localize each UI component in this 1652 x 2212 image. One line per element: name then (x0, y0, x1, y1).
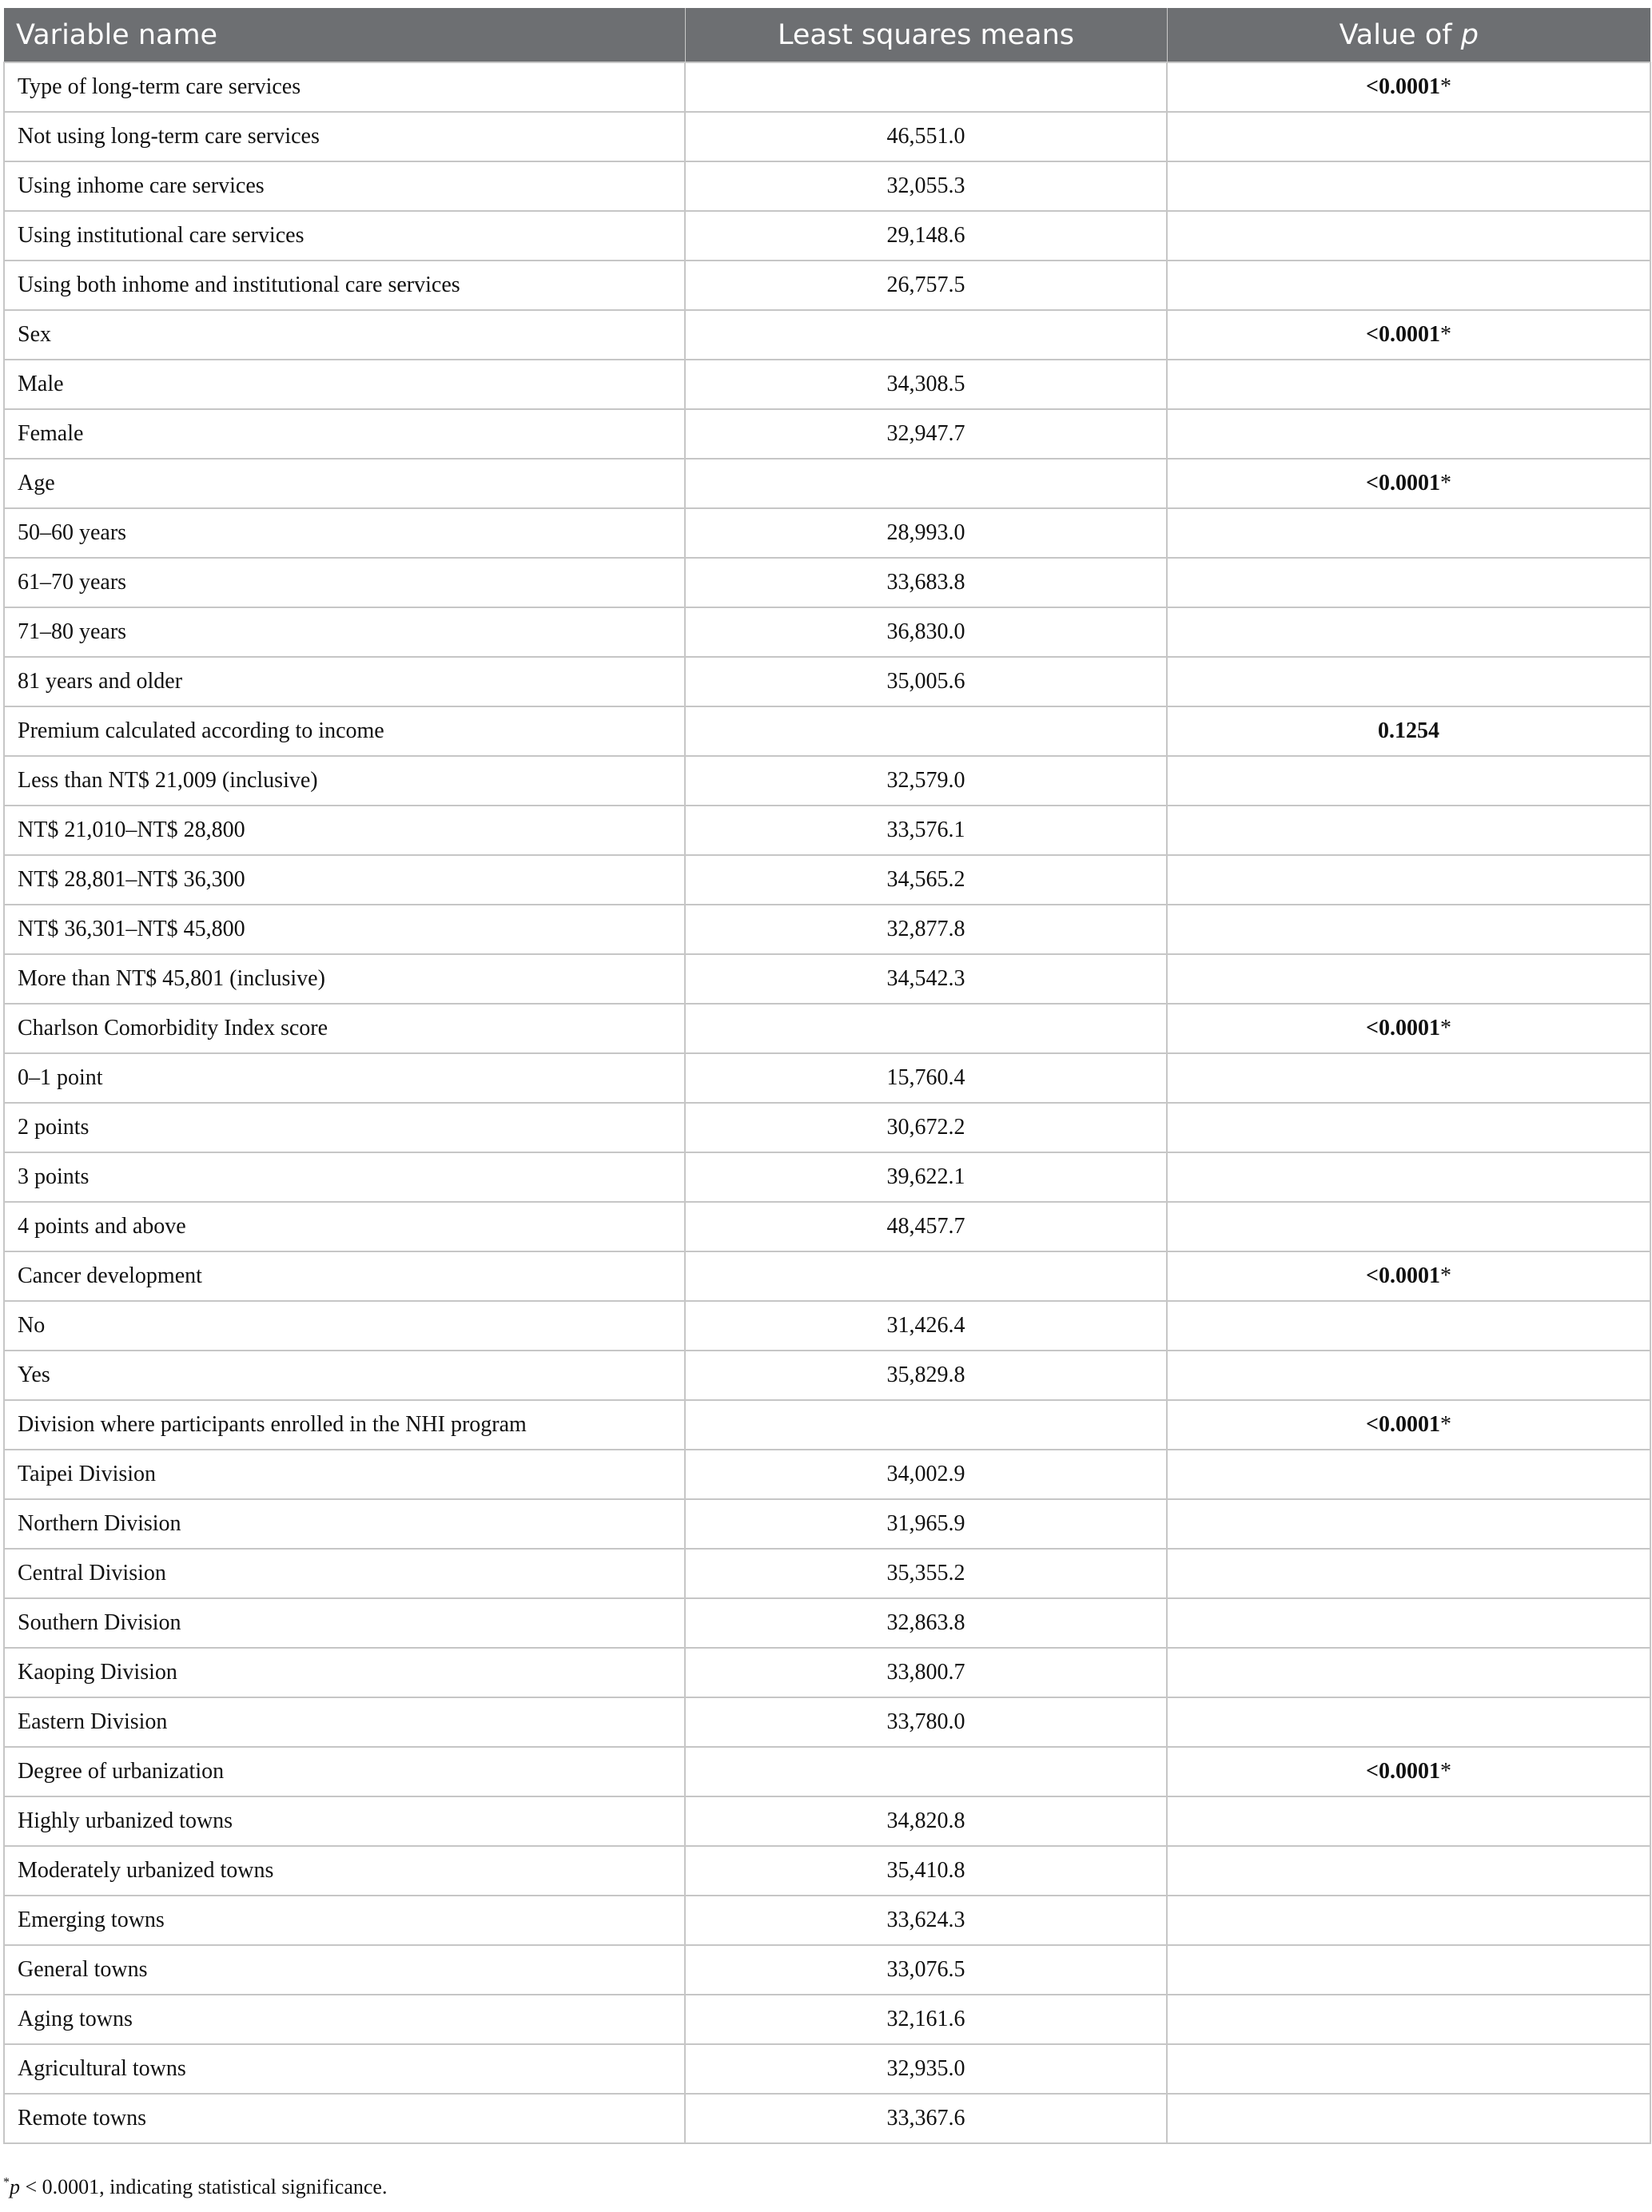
table-row (4, 1251, 1650, 1301)
footnote-symbol: p (10, 2175, 20, 2198)
p-value-cell (1167, 1251, 1650, 1301)
table-row (4, 1202, 1650, 1251)
table-row (4, 954, 1650, 1004)
variable-name-cell: Yes (4, 1351, 685, 1400)
variable-name-cell: Aging towns (4, 1995, 685, 2044)
p-value-cell (1167, 1351, 1650, 1400)
variable-name-cell: 2 points (4, 1103, 685, 1152)
least-squares-mean-cell: 32,935.0 (685, 2044, 1167, 2094)
table-row (4, 558, 1650, 607)
p-value-cell (1167, 806, 1650, 855)
footnote-mark: * (3, 2175, 10, 2190)
header-variable-name: Variable name (4, 8, 685, 62)
p-value-number: <0.0001 (1366, 322, 1440, 347)
footnote (3, 2175, 387, 2199)
significance-mark: * (1439, 322, 1451, 347)
p-value-cell (1167, 2044, 1650, 2094)
p-value-cell (1167, 1400, 1650, 1450)
p-value-number: <0.0001 (1366, 1412, 1440, 1437)
p-value-number: <0.0001 (1366, 74, 1440, 99)
variable-name-cell: Kaoping Division (4, 1648, 685, 1697)
table-row (4, 261, 1650, 310)
p-value-cell (1167, 310, 1650, 360)
table-row (4, 409, 1650, 459)
table-row (4, 1549, 1650, 1598)
least-squares-mean-cell: 32,863.8 (685, 1598, 1167, 1648)
variable-name-cell: Premium calculated according to income (4, 706, 685, 756)
table-row (4, 855, 1650, 905)
least-squares-mean-cell: 32,947.7 (685, 409, 1167, 459)
least-squares-mean-cell: 36,830.0 (685, 607, 1167, 657)
variable-name-cell: Southern Division (4, 1598, 685, 1648)
least-squares-mean-cell: 35,829.8 (685, 1351, 1167, 1400)
p-value-cell (1167, 1053, 1650, 1103)
least-squares-mean-cell: 34,565.2 (685, 855, 1167, 905)
header-p-value-symbol: p (1460, 18, 1479, 51)
variable-name-cell: Taipei Division (4, 1450, 685, 1499)
p-value-cell (1167, 756, 1650, 806)
table-row (4, 1648, 1650, 1697)
variable-name-cell: 50–60 years (4, 508, 685, 558)
least-squares-mean-cell: 31,965.9 (685, 1499, 1167, 1549)
p-value-cell (1167, 1549, 1650, 1598)
variable-name-cell: Not using long-term care services (4, 112, 685, 161)
least-squares-mean-cell: 34,542.3 (685, 954, 1167, 1004)
least-squares-mean-cell (685, 1251, 1167, 1301)
p-value-cell (1167, 657, 1650, 706)
table-row (4, 1598, 1650, 1648)
variable-name-cell: Male (4, 360, 685, 409)
variable-name-cell: Agricultural towns (4, 2044, 685, 2094)
table-row (4, 905, 1650, 954)
table-row (4, 1152, 1650, 1202)
least-squares-mean-cell (685, 1747, 1167, 1796)
least-squares-mean-cell: 34,820.8 (685, 1796, 1167, 1846)
p-value-number: <0.0001 (1366, 1759, 1440, 1784)
p-value-cell (1167, 1103, 1650, 1152)
least-squares-mean-cell: 33,076.5 (685, 1945, 1167, 1995)
table-row (4, 1351, 1650, 1400)
least-squares-mean-cell: 33,624.3 (685, 1896, 1167, 1945)
variable-name-cell: No (4, 1301, 685, 1351)
table-row (4, 657, 1650, 706)
table-row (4, 1053, 1650, 1103)
significance-mark: * (1439, 74, 1451, 99)
variable-name-cell: Less than NT$ 21,009 (inclusive) (4, 756, 685, 806)
variable-name-cell: 81 years and older (4, 657, 685, 706)
variable-name-cell: Cancer development (4, 1251, 685, 1301)
table-row (4, 1697, 1650, 1747)
p-value-cell (1167, 409, 1650, 459)
table-row (4, 1450, 1650, 1499)
variable-name-cell: Sex (4, 310, 685, 360)
least-squares-mean-cell: 48,457.7 (685, 1202, 1167, 1251)
table-row (4, 1995, 1650, 2044)
variable-name-cell: 61–70 years (4, 558, 685, 607)
p-value-cell (1167, 1747, 1650, 1796)
significance-mark: * (1439, 471, 1451, 495)
p-value-cell (1167, 1202, 1650, 1251)
variable-name-cell: Female (4, 409, 685, 459)
table-row (4, 1004, 1650, 1053)
least-squares-mean-cell: 39,622.1 (685, 1152, 1167, 1202)
variable-name-cell: Emerging towns (4, 1896, 685, 1945)
p-value-cell (1167, 706, 1650, 756)
variable-name-cell: 4 points and above (4, 1202, 685, 1251)
p-value-cell (1167, 62, 1650, 112)
header-row (4, 8, 1650, 62)
table-row (4, 1747, 1650, 1796)
least-squares-mean-cell: 32,055.3 (685, 161, 1167, 211)
p-value-cell (1167, 261, 1650, 310)
variable-name-cell: General towns (4, 1945, 685, 1995)
least-squares-mean-cell: 31,426.4 (685, 1301, 1167, 1351)
p-value-number: <0.0001 (1366, 1263, 1440, 1288)
least-squares-mean-cell: 46,551.0 (685, 112, 1167, 161)
table-row (4, 1103, 1650, 1152)
p-value-cell (1167, 558, 1650, 607)
least-squares-mean-cell: 33,367.6 (685, 2094, 1167, 2143)
p-value-cell (1167, 1499, 1650, 1549)
least-squares-mean-cell: 32,161.6 (685, 1995, 1167, 2044)
least-squares-mean-cell: 35,005.6 (685, 657, 1167, 706)
variable-name-cell: Northern Division (4, 1499, 685, 1549)
p-value-number: <0.0001 (1366, 1016, 1440, 1040)
header-p-value-prefix: Value of (1339, 18, 1461, 51)
table-row (4, 607, 1650, 657)
table-row (4, 706, 1650, 756)
least-squares-mean-cell: 33,683.8 (685, 558, 1167, 607)
p-value-cell (1167, 1697, 1650, 1747)
table-row (4, 2094, 1650, 2143)
variable-name-cell: NT$ 36,301–NT$ 45,800 (4, 905, 685, 954)
variable-name-cell: Using institutional care services (4, 211, 685, 261)
least-squares-mean-cell (685, 1400, 1167, 1450)
table-row (4, 1846, 1650, 1896)
variable-name-cell: Division where participants enrolled in the NHI program (4, 1400, 685, 1450)
least-squares-mean-cell: 35,355.2 (685, 1549, 1167, 1598)
significance-mark: * (1439, 1412, 1451, 1437)
least-squares-mean-cell (685, 310, 1167, 360)
p-value-cell (1167, 1896, 1650, 1945)
table-row (4, 112, 1650, 161)
p-value-cell (1167, 1301, 1650, 1351)
footnote-text: < 0.0001, indicating statistical significance. (20, 2175, 388, 2198)
least-squares-mean-cell: 34,002.9 (685, 1450, 1167, 1499)
p-value-cell (1167, 1796, 1650, 1846)
variable-name-cell: 3 points (4, 1152, 685, 1202)
least-squares-mean-cell: 33,576.1 (685, 806, 1167, 855)
p-value-cell (1167, 459, 1650, 508)
least-squares-mean-cell: 32,877.8 (685, 905, 1167, 954)
p-value-cell (1167, 2094, 1650, 2143)
table-row (4, 508, 1650, 558)
p-value-cell (1167, 508, 1650, 558)
least-squares-mean-cell (685, 1004, 1167, 1053)
variable-name-cell: Using inhome care services (4, 161, 685, 211)
variable-name-cell: Eastern Division (4, 1697, 685, 1747)
p-value-number: <0.0001 (1366, 471, 1440, 495)
least-squares-mean-cell: 29,148.6 (685, 211, 1167, 261)
least-squares-mean-cell: 33,780.0 (685, 1697, 1167, 1747)
least-squares-mean-cell (685, 706, 1167, 756)
header-p-value (1167, 8, 1650, 62)
table-row (4, 211, 1650, 261)
variable-name-cell: More than NT$ 45,801 (inclusive) (4, 954, 685, 1004)
p-value-cell (1167, 161, 1650, 211)
least-squares-mean-cell (685, 459, 1167, 508)
variable-name-cell: Highly urbanized towns (4, 1796, 685, 1846)
p-value-cell (1167, 360, 1650, 409)
p-value-cell (1167, 855, 1650, 905)
table-row (4, 310, 1650, 360)
table-row (4, 1896, 1650, 1945)
p-value-cell (1167, 1945, 1650, 1995)
table-row (4, 1400, 1650, 1450)
least-squares-mean-cell: 28,993.0 (685, 508, 1167, 558)
significance-mark: * (1439, 1263, 1451, 1288)
p-value-cell (1167, 905, 1650, 954)
significance-mark: * (1439, 1016, 1451, 1040)
least-squares-mean-cell (685, 62, 1167, 112)
table-row (4, 62, 1650, 112)
p-value-cell (1167, 1450, 1650, 1499)
header-least-squares-means: Least squares means (685, 8, 1167, 62)
least-squares-mean-cell: 32,579.0 (685, 756, 1167, 806)
variable-name-cell: Charlson Comorbidity Index score (4, 1004, 685, 1053)
significance-mark: * (1439, 1759, 1451, 1784)
variable-name-cell: Using both inhome and institutional care services (4, 261, 685, 310)
table-row (4, 806, 1650, 855)
least-squares-mean-cell: 34,308.5 (685, 360, 1167, 409)
least-squares-mean-cell: 15,760.4 (685, 1053, 1167, 1103)
variable-name-cell: Degree of urbanization (4, 1747, 685, 1796)
variable-name-cell: NT$ 21,010–NT$ 28,800 (4, 806, 685, 855)
p-value-cell (1167, 1598, 1650, 1648)
table-row (4, 1796, 1650, 1846)
p-value-cell (1167, 1152, 1650, 1202)
least-squares-mean-cell: 30,672.2 (685, 1103, 1167, 1152)
results-table (3, 8, 1651, 2144)
least-squares-mean-cell: 26,757.5 (685, 261, 1167, 310)
variable-name-cell: 0–1 point (4, 1053, 685, 1103)
p-value-cell (1167, 1648, 1650, 1697)
table-row (4, 161, 1650, 211)
variable-name-cell: Age (4, 459, 685, 508)
p-value-cell (1167, 211, 1650, 261)
table-row (4, 459, 1650, 508)
variable-name-cell: 71–80 years (4, 607, 685, 657)
table-row (4, 756, 1650, 806)
p-value-number: 0.1254 (1378, 718, 1439, 743)
variable-name-cell: Remote towns (4, 2094, 685, 2143)
p-value-cell (1167, 112, 1650, 161)
variable-name-cell: Central Division (4, 1549, 685, 1598)
table-row (4, 1945, 1650, 1995)
least-squares-mean-cell: 33,800.7 (685, 1648, 1167, 1697)
table-row (4, 1499, 1650, 1549)
p-value-cell (1167, 1995, 1650, 2044)
p-value-cell (1167, 607, 1650, 657)
p-value-cell (1167, 954, 1650, 1004)
variable-name-cell: NT$ 28,801–NT$ 36,300 (4, 855, 685, 905)
variable-name-cell: Type of long-term care services (4, 62, 685, 112)
variable-name-cell: Moderately urbanized towns (4, 1846, 685, 1896)
least-squares-mean-cell: 35,410.8 (685, 1846, 1167, 1896)
p-value-cell (1167, 1004, 1650, 1053)
table-row (4, 1301, 1650, 1351)
p-value-cell (1167, 1846, 1650, 1896)
table-row (4, 360, 1650, 409)
table-row (4, 2044, 1650, 2094)
